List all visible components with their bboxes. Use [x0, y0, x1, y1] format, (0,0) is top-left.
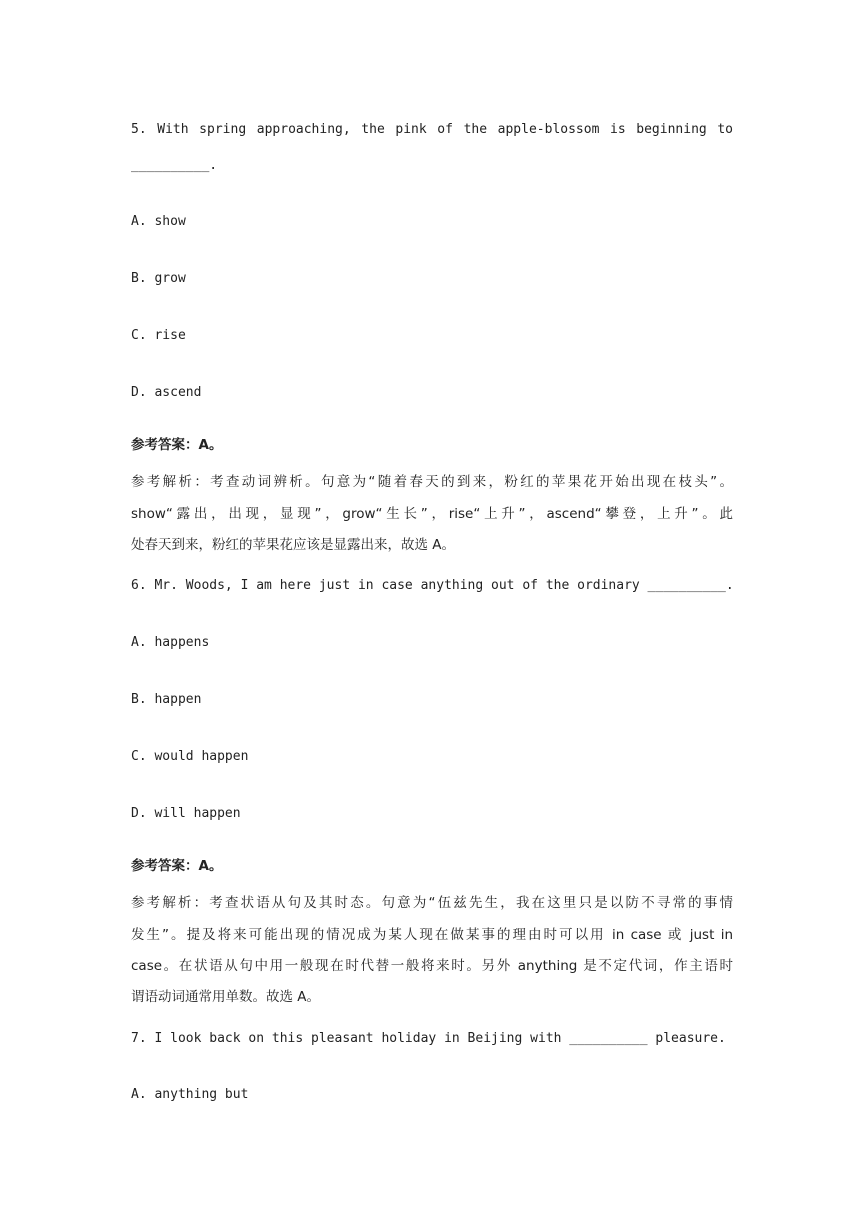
- question-6-option-c: C. would happen: [131, 749, 249, 764]
- question-5-analysis-line-2: show“露出，出现，显现”，grow“生长”，rise“上升”，ascend“攀登，上升”。此: [131, 506, 733, 522]
- question-5-analysis-line-3: 处春天到来，粉红的苹果花应该是显露出来，故选 A。: [131, 537, 456, 553]
- question-5-analysis-line-1: 参考解析：考查动词辨析。句意为“随着春天的到来，粉红的苹果花开始出现在枝头”。: [131, 474, 733, 490]
- question-6-option-d: D. will happen: [131, 806, 241, 821]
- question-5-option-a: A. show: [131, 214, 186, 229]
- question-6-option-a: A. happens: [131, 635, 210, 650]
- question-6-answer: 参考答案：A。: [131, 858, 223, 874]
- question-6-analysis-line-4: 谓语动词通常用单数。故选 A。: [131, 989, 321, 1005]
- question-6-option-b: B. happen: [131, 692, 202, 707]
- question-5-option-d: D. ascend: [131, 385, 202, 400]
- question-7-option-a: A. anything but: [131, 1087, 249, 1102]
- question-5-stem-line-1: 5. With spring approaching, the pink of the apple-blossom is beginning to: [131, 122, 733, 137]
- question-7-stem: 7. I look back on this pleasant holiday in Beijing with __________ pleasure.: [131, 1031, 726, 1046]
- question-5-option-b: B. grow: [131, 271, 186, 286]
- question-6-analysis-line-3: case。在状语从句中用一般现在时代替一般将来时。另外 anything 是不定代词，作主语时: [131, 958, 733, 974]
- question-5-stem-line-2: __________.: [131, 158, 218, 173]
- question-5-option-c: C. rise: [131, 328, 186, 343]
- question-6-analysis-line-2: 发生”。提及将来可能出现的情况成为某人现在做某事的理由时可以用 in case 或 just in: [131, 927, 733, 943]
- question-5-answer: 参考答案：A。: [131, 437, 223, 453]
- question-6-analysis-line-1: 参考解析：考查状语从句及其时态。句意为“伍兹先生，我在这里只是以防不寻常的事情: [131, 895, 733, 911]
- question-6-stem: 6. Mr. Woods, I am here just in case anything out of the ordinary __________.: [131, 578, 734, 593]
